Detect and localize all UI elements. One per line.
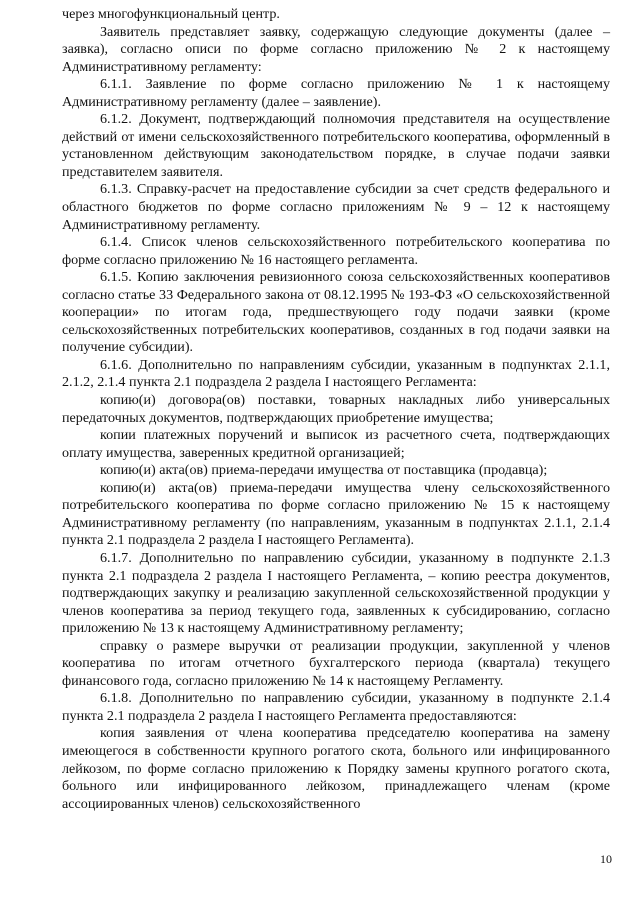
paragraph-acceptance-act-member: копию(и) акта(ов) приема-передачи имущества члену сельскохозяйственного потребительского кооператива по форме согласно приложению № 15 к настоящему Административному регламенту (по направлениям, указанным в подпунктах 2.1.1, 2.1.4 пункта 2.1 подраздела 2 раздела I настоящего Регламента).	[62, 479, 610, 549]
paragraph-acceptance-act-supplier: копию(и) акта(ов) приема-передачи имущества от поставщика (продавца);	[100, 462, 548, 479]
page-number: 10	[600, 852, 612, 866]
paragraph-6-1-8: 6.1.8. Дополнительно по направлению субсидии, указанному в подпункте 2.1.4 пункта 2.1 подраздела 2 раздела I настоящего Регламента предоставляются:	[62, 690, 610, 724]
paragraph-revenue-certificate: справку о размере выручки от реализации продукции, закупленной у членов кооператива по итогам отчетного бухгалтерского периода (квартала) текущего финансового года, согласно приложению № 14 к настоящему Регламенту.	[62, 637, 610, 689]
paragraph-supply-contracts: копию(и) договора(ов) поставки, товарных накладных либо универсальных передаточных документов, подтверждающих приобретение имущества;	[62, 392, 610, 426]
paragraph-continuation: через многофункциональный центр.	[62, 6, 280, 22]
paragraph-6-1-7: 6.1.7. Дополнительно по направлению субсидии, указанному в подпункте 2.1.3 пункта 2.1 подраздела 2 раздела I настоящего Регламента, – копию реестра документов, подтверждающих закупку и реализацию закупленной сельскохозяйственной продукции у членов кооператива за период текущего года, заявленных к субсидированию, согласно приложению № 13 к настоящему Административному регламенту;	[62, 549, 610, 637]
paragraph-payment-orders: копии платежных поручений и выписок из расчетного счета, подтверждающих оплату имущества, заверенных кредитной организацией;	[62, 427, 610, 461]
paragraph-6-1-2: 6.1.2. Документ, подтверждающий полномочия представителя на осуществление действий от имени сельскохозяйственного потребительского кооператива, оформленный в установленном действующим законодательством порядке, в случае подачи заявки представителем заявителя.	[62, 111, 610, 180]
paragraph-6-1-3: 6.1.3. Справку-расчет на предоставление субсидии за счет средств федерального и областного бюджетов по форме согласно приложениям № 9 – 12 к настоящему Административному регламенту.	[62, 181, 610, 233]
paragraph-6-1-4: 6.1.4. Список членов сельскохозяйственного потребительского кооператива по форме согласно приложению № 16 настоящего регламента.	[62, 234, 610, 268]
paragraph-applicant-submits: Заявитель представляет заявку, содержащую следующие документы (далее – заявка), согласно описи по форме согласно приложению № 2 к настоящему Административному регламенту:	[62, 23, 610, 75]
paragraph-6-1-5: 6.1.5. Копию заключения ревизионного союза сельскохозяйственных кооперативов согласно статье 33 Федерального закона от 08.12.1995 № 193-ФЗ «О сельскохозяйственной кооперации» по итогам года, предшествующего году подачи заявки (кроме сельскохозяйственных потребительских кооперативов, созданных в год подачи заявки на получение субсидии).	[62, 269, 610, 356]
document-page	[62, 6, 610, 813]
paragraph-member-application-copy: копия заявления от члена кооператива председателю кооператива на замену имеющегося в собственности крупного рогатого скота, больного или инфицированного лейкозом, по форме согласно приложению к Порядку замены крупного рогатого скота, больного или инфицированного лейкозом, принадлежащего членам (кроме ассоциированных членов) сельскохозяйственного	[62, 725, 610, 812]
paragraph-6-1-1: 6.1.1. Заявление по форме согласно приложению № 1 к настоящему Административному регламенту (далее – заявление).	[62, 76, 610, 110]
paragraph-6-1-6: 6.1.6. Дополнительно по направлениям субсидии, указанным в подпунктах 2.1.1, 2.1.2, 2.1.4 пункта 2.1 подраздела 2 раздела I настоящего Регламента:	[62, 356, 610, 391]
